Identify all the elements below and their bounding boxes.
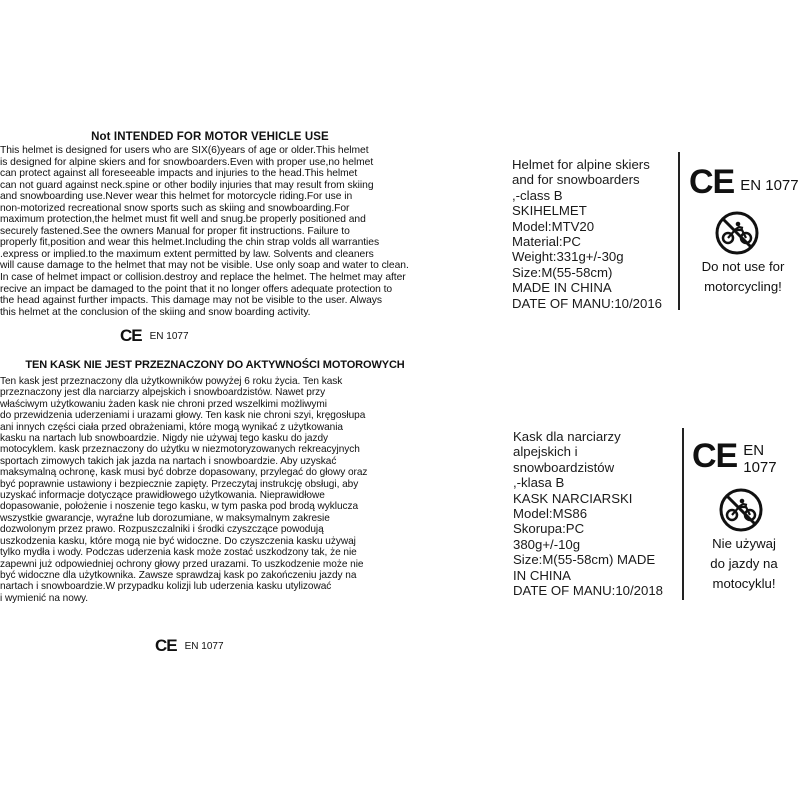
text-line: Ten kask jest przeznaczony dla użytkowników powyżej 6 roku życia. Ten kask: [0, 376, 343, 387]
text-line: motocyklem. kask przeznaczony do użytku w niezmotoryzowanych rekreacyjnych: [0, 444, 360, 456]
text-line: i wymienić na nowy.: [0, 592, 89, 604]
polish-warning-body: [0, 376, 430, 604]
text-line: motorcycling!: [704, 279, 782, 294]
text-line: motocyklu!: [712, 576, 776, 591]
no-motorcycle-icon: [718, 487, 764, 533]
ce-standard-code: EN 1077: [184, 640, 224, 652]
text-line: Helmet for alpine skiers: [512, 157, 650, 172]
text-line: can protect against all foreseeable impacts and injuries to the head.This helmet: [0, 168, 358, 180]
text-line: być widoczne dla użytkownika. Zawsze sprawdzaj kask po zakończeniu jazdy na: [0, 569, 357, 581]
text-line: sportach zimowych takich jak jazda na nartach i snowboardzie. Aby uzyskać: [0, 455, 337, 467]
text-line: KASK NARCIARSKI: [513, 490, 633, 506]
text-line: zapewni już odpowiedniej ochrony głowy przed urazami. To uszkodzenie może nie: [0, 558, 364, 570]
text-line: Model:MS86: [513, 506, 588, 522]
text-line: ani innych części ciała przed obrażeniami, które mogą wynikać z użytkowania: [0, 421, 343, 433]
text-line: dozwolonym przez prawo. Rozpuszczalniki i środki czyszczące powodują: [0, 524, 324, 536]
text-line: do przewidzenia uderzeniami i urazami głowy. Ten kask nie chroni szyi, kręgosłupa: [0, 410, 366, 422]
text-line: wszystkie gwarancje, wyraźne lub dorozumiane, w maksymalnym zakresie: [0, 512, 330, 524]
english-warning-body: [0, 145, 420, 318]
no-motorcycle-icon: [714, 210, 760, 256]
text-line: will cause damage to the helmet that may not be visible. Use only soap and water to clean.: [0, 260, 409, 272]
text-line: This helmet is designed for users who are SIX(6)years of age or older.This helmet: [0, 145, 369, 156]
text-line: is designed for alpine skiers and for snowboarders.Even with proper use,no helmet: [0, 156, 374, 168]
text-line: Do not use for: [701, 259, 785, 274]
polish-warning-title: TEN KASK NIE JEST PRZEZNACZONY DO AKTYWNOŚCI MOTOROWYCH: [25, 359, 405, 371]
ce-standard-code: EN 1077: [743, 442, 777, 476]
polish-ce-mark: [155, 636, 224, 656]
text-line: Material:PC: [512, 234, 581, 250]
label-pl-divider: [682, 428, 684, 600]
text-line: tylko mydła i wody. Podczas uderzenia kask może zostać uszkodzony tak, że nie: [0, 547, 357, 559]
text-line: Nie używaj: [712, 536, 776, 551]
label-en-details: [512, 157, 662, 311]
label-pl-ce-mark: [692, 436, 800, 476]
text-line: uszkodzenia kasku, które mogą nie być widoczne. Do czyszczenia kasku używaj: [0, 535, 356, 547]
text-line: kasku na nartach lub snowboardzie. Nigdy nie używaj tego kasku do jazdy: [0, 433, 329, 445]
text-line: properly fit,position and wear this helmet.Including the chin strap volds all warranties: [0, 237, 380, 249]
text-line: recive an impact be damaged to the point that it no longer offers adequate protection to: [0, 283, 393, 295]
text-line: IN CHINA: [513, 567, 571, 583]
text-line: MADE IN CHINA: [512, 280, 612, 296]
label-pl-details: [513, 429, 663, 598]
text-line: 380g+/-10g: [513, 536, 581, 552]
text-line: Model:MTV20: [512, 218, 595, 234]
text-line: Size:M(55-58cm): [512, 264, 613, 280]
text-line: do jazdy na: [710, 556, 778, 571]
text-line: właściwym użytkowaniu żaden kask nie chroni przed wszelkimi możliwymi: [0, 398, 327, 410]
label-en-warning-caption: [686, 257, 800, 297]
text-line: and snowboarding use.Never wear this helmet for motorcycle riding.For use in: [0, 191, 353, 203]
ce-logo: CE: [120, 326, 142, 345]
text-line: nartach i snowboardzie.W przypadku kolizji lub uderzenia kasku utylizować: [0, 581, 332, 593]
text-line: maksymalną ochronę, kask musi być dobrze dopasowany, przylegać do głowy oraz: [0, 467, 368, 479]
text-line: non-motorized recreational snow sports such as skiing and snowboarding.For: [0, 202, 350, 214]
english-warning-title: Not INTENDED FOR MOTOR VEHICLE USE: [91, 131, 329, 143]
ce-standard-code: EN 1077: [149, 330, 189, 342]
text-line: maximum protection,the helmet must fit well and snug.be properly positioned and: [0, 214, 366, 226]
text-line: DATE OF MANU:10/2016: [512, 295, 662, 311]
text-line: DATE OF MANU:10/2018: [513, 583, 663, 599]
ce-logo: CE: [689, 163, 735, 201]
text-line: securely fastened.See the owners Manual for proper fit instructions. Failure to: [0, 225, 350, 237]
polish-warning-block: [0, 359, 430, 604]
label-pl-warning-caption: [688, 534, 800, 594]
text-line: snowboardzistów: [513, 459, 615, 475]
text-line: być poprawnie ustawiony i bezpiecznie zapięty. Przeczytaj instrukcję obsługi, aby: [0, 478, 359, 490]
text-line: Kask dla narciarzy: [513, 429, 621, 444]
english-ce-mark: [120, 326, 189, 346]
ce-logo: CE: [155, 636, 177, 655]
text-line: Weight:331g+/-30g: [512, 249, 624, 265]
text-line: SKIHELMET: [512, 203, 587, 219]
text-line: przeznaczony jest dla narciarzy alpejskich i snowboardzistów. Nawet przy: [0, 387, 326, 399]
text-line: uzyskać informacje dotyczące prawidłowego użytkowania. Nieprawidłowe: [0, 490, 325, 502]
text-line: In case of helmet impact or collision.destroy and replace the helmet. The helmet may after: [0, 272, 406, 284]
ce-standard-code: EN 1077: [740, 177, 799, 194]
text-line: this helmet at the conclusion of the skiing and snow boarding activity.: [0, 306, 311, 318]
text-line: ,-klasa B: [513, 475, 565, 491]
text-line: Skorupa:PC: [513, 521, 585, 537]
label-en-divider: [678, 152, 680, 310]
text-line: dopasowanie, położenie i noszenie tego kasku, w tym paska pod brodą wyklucza: [0, 501, 359, 513]
text-line: the head against further impacts. This damage may not be visible to the user. Always: [0, 295, 382, 307]
text-line: Size:M(55-58cm) MADE: [513, 552, 656, 568]
text-line: ,-class B: [512, 187, 563, 203]
text-line: and for snowboarders: [512, 172, 640, 188]
ce-logo: CE: [692, 436, 738, 475]
text-line: alpejskich i: [513, 444, 578, 460]
text-line: .express or implied.to the maximum extent permitted by law. Solvents and cleaners: [0, 248, 374, 260]
label-en-ce-mark: [689, 163, 799, 202]
english-warning-block: [0, 131, 420, 318]
text-line: can not guard against neck.spine or other bodily injuries that may result from skiing: [0, 179, 374, 191]
